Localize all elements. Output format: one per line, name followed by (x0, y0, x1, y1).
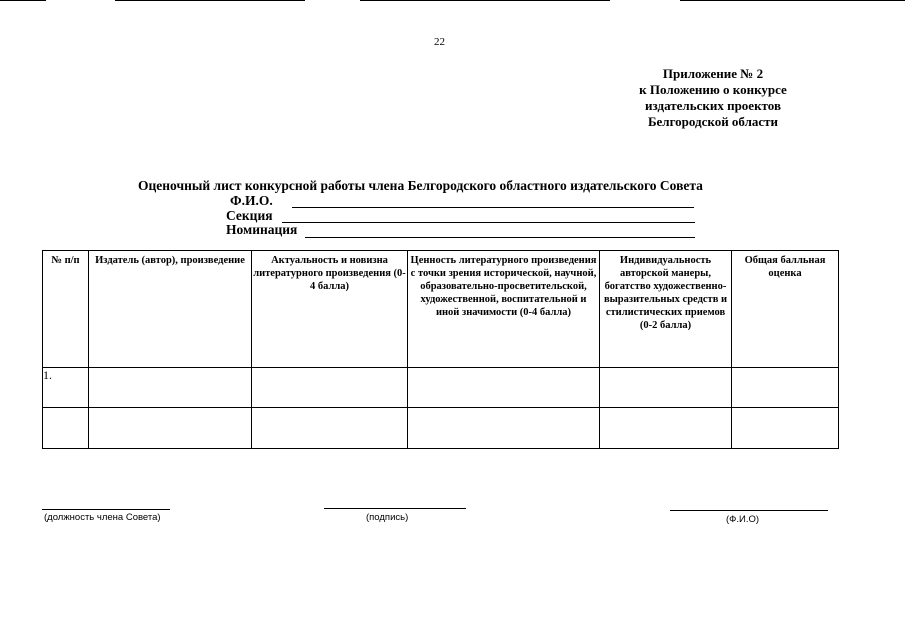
table-cell[interactable] (732, 408, 839, 449)
name-signature-line (670, 510, 828, 511)
table-cell[interactable] (89, 408, 252, 449)
top-edge-line (680, 0, 905, 1)
table-cell[interactable] (732, 368, 839, 408)
top-edge-line (115, 0, 305, 1)
section-line (282, 222, 695, 223)
header-total: Общая балльная оценка (732, 251, 839, 368)
table-cell[interactable] (43, 408, 89, 449)
table-cell[interactable]: 1. (43, 368, 89, 408)
header-value: Ценность литературного произведения с точки зрения исторической, научной, образовательно-просветительской, художественной, воспитательной и иной значимости (0-4 балла) (408, 251, 600, 368)
section-label: Секция (226, 208, 273, 223)
appendix-line: издательских проектов (645, 98, 781, 113)
table-row (43, 368, 839, 408)
table-cell[interactable] (408, 368, 600, 408)
signature-label: (подпись) (366, 512, 409, 523)
sheet-title: Оценочный лист конкурсной работы члена Белгородского областного издательского Совета (138, 178, 703, 193)
table-cell[interactable] (600, 408, 732, 449)
appendix-header (598, 66, 828, 130)
appendix-line: Приложение № 2 (662, 66, 764, 81)
page-number: 22 (434, 36, 445, 48)
top-edge-line (0, 0, 46, 1)
position-label: (должность члена Совета) (44, 512, 161, 523)
top-edge-line (360, 0, 610, 1)
header-relevance: Актуальность и новизна литературного произведения (0-4 балла) (252, 251, 408, 368)
appendix-line: Белгородской области (647, 114, 779, 129)
appendix-line: к Положению о конкурсе (639, 82, 787, 97)
table-cell[interactable] (89, 368, 252, 408)
table-cell[interactable] (252, 408, 408, 449)
name-label: (Ф.И.О) (726, 514, 760, 525)
table-row (43, 408, 839, 449)
score-table (42, 250, 839, 449)
header-individuality: Индивидуальность авторской манеры, богатство художественно-выразительных средств и стилистических приемов (0-2 балла) (600, 251, 732, 368)
position-signature-line (42, 509, 170, 510)
table-cell[interactable] (600, 368, 732, 408)
header-number: № п/п (43, 251, 89, 368)
header-publisher: Издатель (автор), произведение (89, 251, 252, 368)
table-cell[interactable] (252, 368, 408, 408)
fio-line (292, 207, 694, 208)
nomination-line (305, 237, 695, 238)
table-cell[interactable] (408, 408, 600, 449)
fio-label: Ф.И.О. (230, 193, 273, 208)
signature-line (324, 508, 466, 509)
nomination-label: Номинация (226, 222, 298, 237)
table-header-row (43, 251, 839, 368)
